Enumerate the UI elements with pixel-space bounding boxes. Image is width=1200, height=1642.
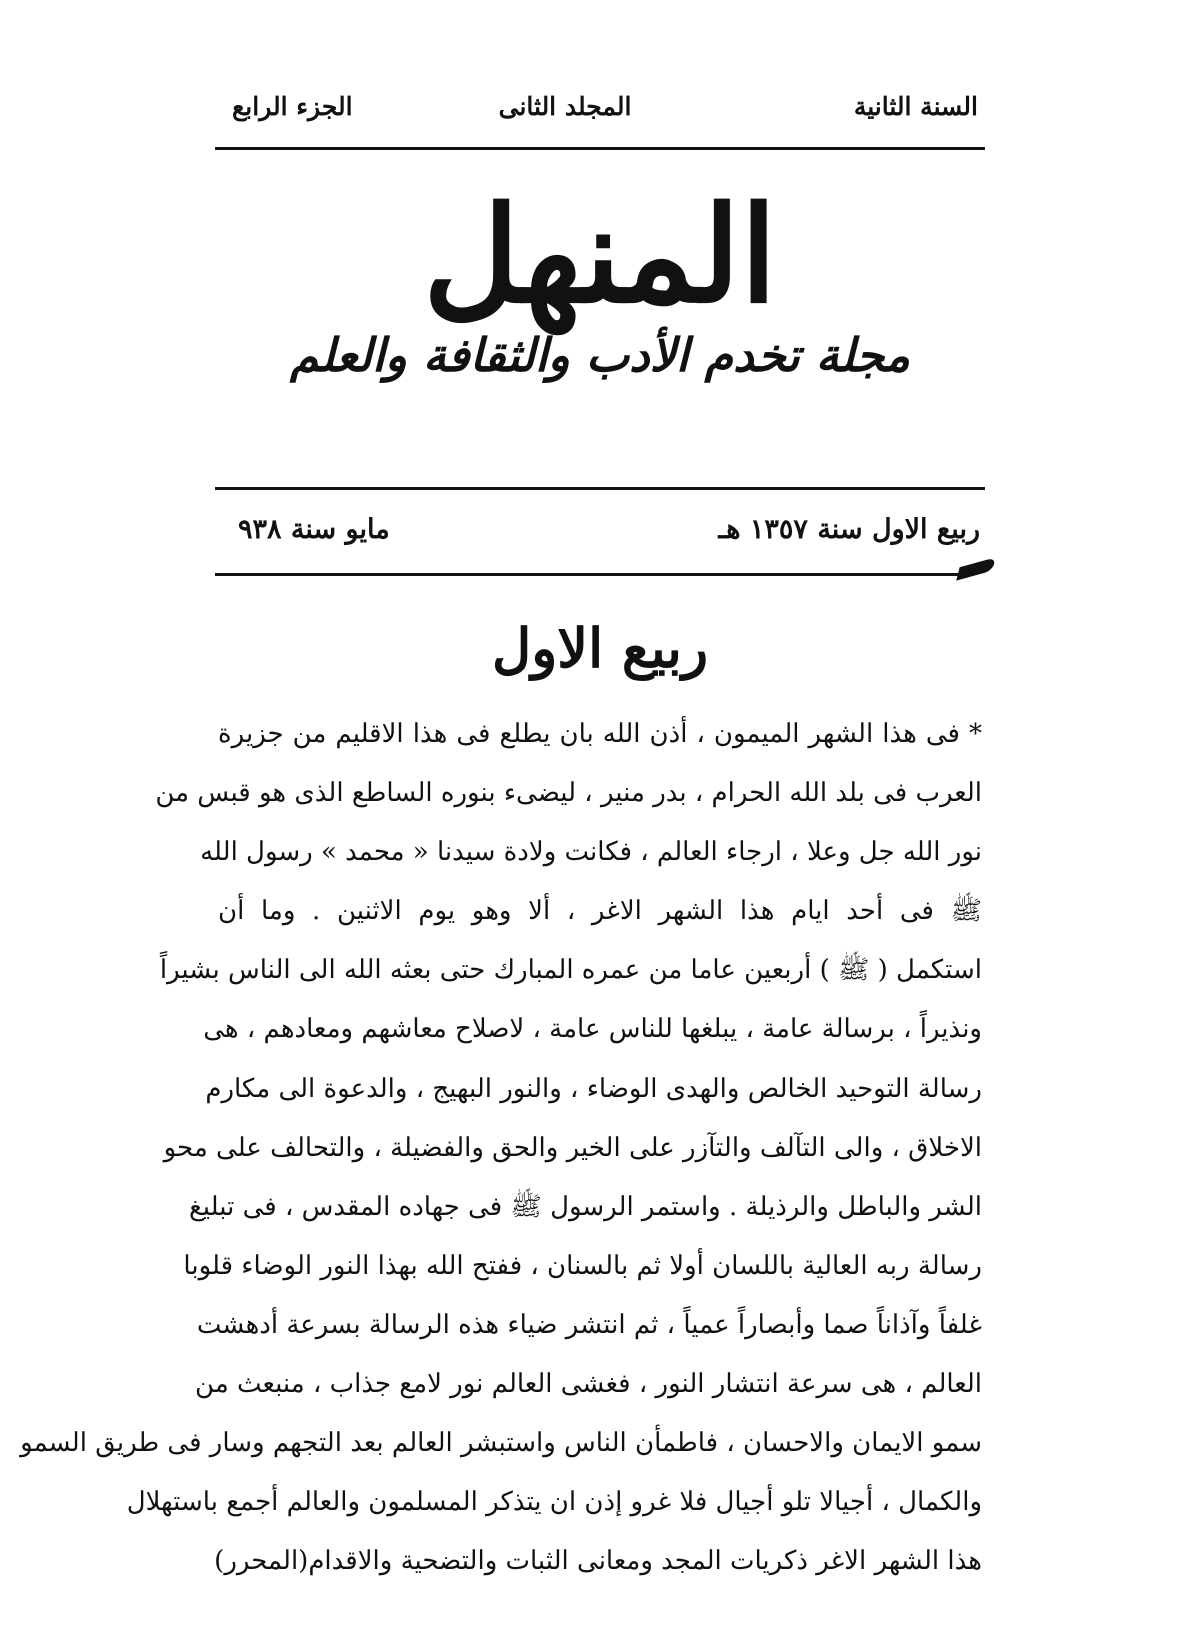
header-part: الجزء الرابع	[232, 92, 353, 121]
article-title: ربيع الاول	[491, 616, 709, 680]
article-line: العرب فى بلد الله الحرام ، بدر منير ، ليضىء بنوره الساطع الذى هو قبس من	[155, 778, 982, 809]
article-line: سمو الايمان والاحسان ، فاطمأن الناس واستبشر العالم بعد التجهم وسار فى طريق السمو	[20, 1428, 982, 1459]
header-year: السنة الثانية	[853, 92, 978, 121]
article-line: الشر والباطل والرذيلة . واستمر الرسول ﷺ فى جهاده المقدس ، فى تبليغ	[188, 1191, 982, 1222]
article-line: استكمل ( ﷺ ) أربعين عاما من عمره المبارك حتى بعثه الله الى الناس بشيراً	[159, 955, 982, 986]
article-body	[20, 705, 982, 1591]
gregorian-date: مايو سنة ٩٣٨	[238, 514, 390, 545]
article-line: رسالة التوحيد الخالص والهدى الوضاء ، والنور البهيج ، والدعوة الى مكارم	[205, 1073, 982, 1104]
article-line: العالم ، هى سرعة انتشار النور ، فغشى العالم نور لامع جذاب ، منبعث من	[195, 1369, 982, 1400]
article-line: ونذيراً ، برسالة عامة ، يبلغها للناس عامة ، لاصلاح معاشهم ومعادهم ، هى	[203, 1014, 982, 1045]
article-line: نور الله جل وعلا ، ارجاء العالم ، فكانت ولادة سيدنا « محمد » رسول الله	[200, 837, 982, 868]
article-line: رسالة ربه العالية باللسان أولا ثم بالسنان ، ففتح الله بهذا النور الوضاء قلوبا	[183, 1250, 982, 1281]
masthead-divider	[215, 487, 985, 490]
article-signature: (المحرر)	[214, 1546, 309, 1577]
masthead	[0, 178, 1200, 382]
header-volume: المجلد الثانى	[498, 92, 632, 121]
date-divider	[215, 573, 970, 576]
article-line: * فى هذا الشهر الميمون ، أذن الله بان يطلع فى هذا الاقليم من جزيرة	[218, 719, 982, 749]
masthead-title: المنهل	[423, 178, 777, 333]
divider-flourish-icon	[956, 557, 996, 580]
article-line: الاخلاق ، والى التآلف والتآزر على الخير والحق والفضيلة ، والتحالف على محو	[163, 1132, 982, 1163]
article-line: والكمال ، أجيالا تلو أجيال فلا غرو إذن ان يتذكر المسلمون والعالم أجمع باستهلال	[126, 1487, 982, 1518]
top-divider	[215, 147, 985, 150]
article-line: ﷺ فى أحد ايام هذا الشهر الاغر ، ألا وهو يوم الاثنين . وما أن	[218, 896, 982, 927]
hijri-date: ربيع الاول سنة ١٣٥٧ هـ	[718, 514, 980, 545]
article-last-line	[214, 1532, 982, 1591]
masthead-subtitle: مجلة تخدم الأدب والثقافة والعلم	[289, 328, 911, 382]
article-line: هذا الشهر الاغر ذكريات المجد ومعانى الثبات والتضحية والاقدام	[308, 1546, 982, 1577]
article-line: غلفاً وآذاناً صما وأبصاراً عمياً ، ثم انتشر ضياء هذه الرسالة بسرعة أدهشت	[196, 1309, 982, 1340]
